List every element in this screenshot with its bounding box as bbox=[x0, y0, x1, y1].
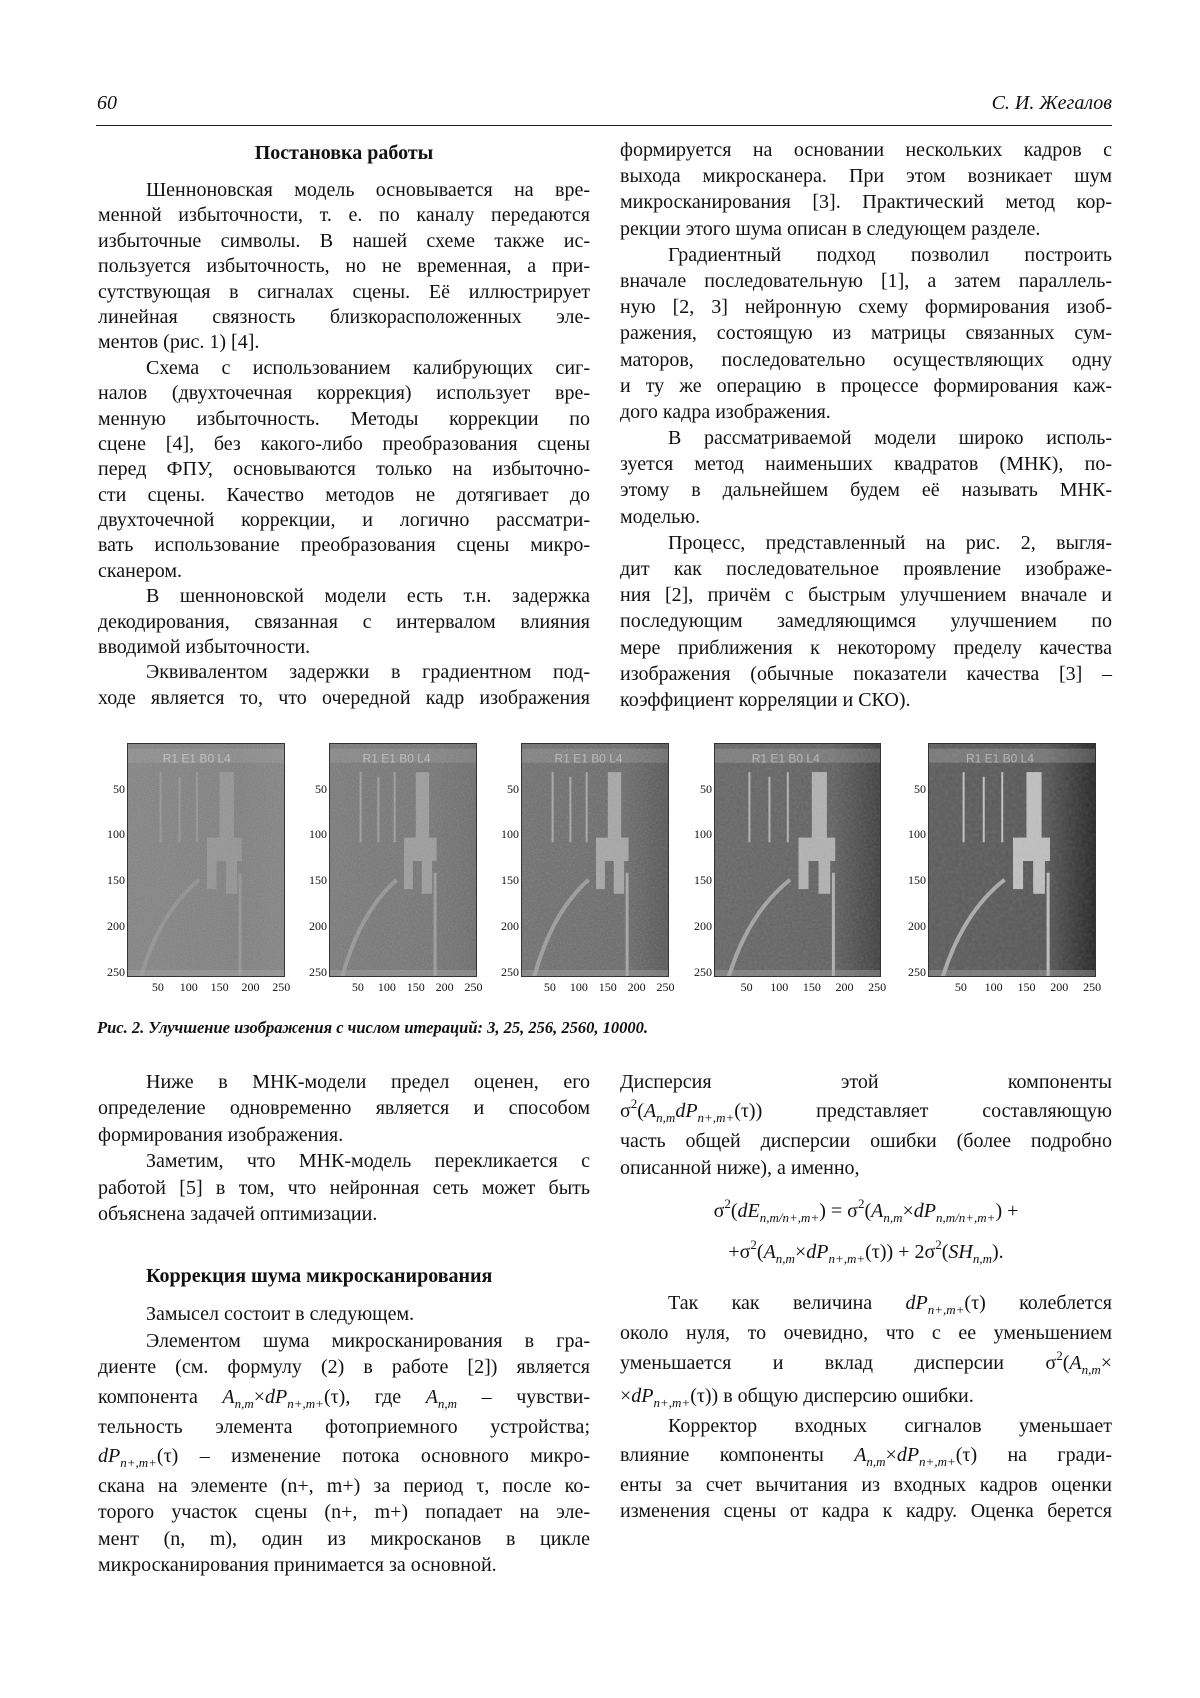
text-line: ния [2], причём с быстрым улучшением вначале и bbox=[620, 582, 1112, 608]
text-line: декодирования, связанная с интервалом влияния bbox=[98, 610, 590, 635]
text-line: сутствующая в сигналах сцены. Её иллюстрирует bbox=[98, 280, 590, 305]
running-head-author: С. И. Жегалов bbox=[992, 92, 1112, 115]
x-tick-label: 250 bbox=[652, 981, 680, 993]
y-tick-label: 50 bbox=[898, 783, 926, 795]
section-heading: Коррекция шума микросканирования bbox=[98, 1261, 590, 1301]
figure-caption: Рис. 2. Улучшение изображения с числом итераций: 3, 25, 256, 2560, 10000. bbox=[97, 1018, 648, 1038]
y-tick-label: 50 bbox=[299, 783, 327, 795]
text-line: пользуется избыточность, но не временная, а при- bbox=[98, 254, 590, 279]
formula: ×dPn+,m+(τ)) bbox=[620, 1385, 718, 1407]
formula: An,m×dPn+,m+(τ) bbox=[222, 1386, 345, 1408]
text-line: работой [5] в том, что нейронная сеть может быть bbox=[98, 1175, 590, 1201]
text-line: Замысел состоит в следующем. bbox=[98, 1301, 590, 1327]
text-line: Дисперсия этой компоненты bbox=[620, 1069, 1112, 1095]
x-tick-label: 250 bbox=[267, 981, 295, 993]
text-line: енты за счет вычитания из входных кадров оценки bbox=[620, 1472, 1112, 1498]
formula: +σ2(An,m×dPn+,m+(τ)) + 2σ2(SHn,m). bbox=[728, 1241, 1003, 1263]
header-rule bbox=[96, 125, 1112, 126]
x-tick-label: 200 bbox=[236, 981, 264, 993]
section-heading: Постановка работы bbox=[98, 138, 590, 178]
formula: An,m bbox=[426, 1386, 457, 1408]
paragraph bbox=[620, 530, 1112, 713]
y-tick-label: 150 bbox=[491, 874, 519, 886]
text-line: Градиентный подход позволил построить bbox=[620, 242, 1112, 268]
formula: An,m×dPn+,m+(τ) bbox=[854, 1444, 977, 1466]
text-line: менную избыточность. Методы коррекции по bbox=[98, 407, 590, 432]
text-line: вводимой избыточности. bbox=[98, 635, 590, 660]
image-panel-25 bbox=[329, 743, 477, 977]
text-line: выхода микросканера. При этом возникает шум bbox=[620, 163, 1112, 189]
top-left-column bbox=[98, 138, 590, 711]
text-line: моделью. bbox=[620, 504, 1112, 530]
paragraph bbox=[620, 1069, 1112, 1181]
x-tick-label: 100 bbox=[373, 981, 401, 993]
x-tick-label: 250 bbox=[1078, 981, 1106, 993]
x-tick-label: 150 bbox=[594, 981, 622, 993]
text-line: перед ФПУ, основываются только на избыточно- bbox=[98, 457, 590, 482]
text-line: определение одновременно является и способом bbox=[98, 1095, 590, 1121]
text-line: Ниже в МНК-модели предел оценен, его bbox=[98, 1069, 590, 1095]
text-line: последующим замедляющимся улучшением по bbox=[620, 608, 1112, 634]
paragraph bbox=[620, 1287, 1112, 1412]
text-line: ную [2, 3] нейронную схему формирования изоб- bbox=[620, 294, 1112, 320]
text-line: Так как величина dPn+,m+(τ) колеблется bbox=[620, 1287, 1112, 1320]
text-line: dPn+,m+(τ) – изменение потока основного микро- bbox=[98, 1440, 590, 1473]
equation bbox=[620, 1191, 1112, 1273]
x-tick-label: 100 bbox=[565, 981, 593, 993]
x-tick-label: 100 bbox=[980, 981, 1008, 993]
text-line: микросканирования принимается за основной. bbox=[98, 1552, 590, 1578]
top-right-column bbox=[620, 137, 1112, 713]
text-line: сканером. bbox=[98, 559, 590, 584]
text-line: В рассматриваемой модели широко исполь- bbox=[620, 425, 1112, 451]
text-line: Корректор входных сигналов уменьшает bbox=[620, 1413, 1112, 1439]
x-tick-label: 100 bbox=[765, 981, 793, 993]
formula: σ2(dEn,m/n+,m+) = σ2(An,m×dPn,m/n+,m+) + bbox=[714, 1200, 1019, 1222]
equation-line bbox=[620, 1191, 1112, 1232]
y-tick-label: 250 bbox=[97, 966, 125, 978]
text-line: изображения (обычные показатели качества [3] – bbox=[620, 661, 1112, 687]
text-line: ходе является то, что очередной кадр изображения bbox=[98, 686, 590, 711]
paragraph bbox=[98, 584, 590, 660]
text-line: влияние компоненты An,m×dPn+,m+(τ) на гради- bbox=[620, 1439, 1112, 1472]
x-tick-label: 50 bbox=[344, 981, 372, 993]
paragraph bbox=[98, 1069, 590, 1148]
y-tick-label: 150 bbox=[684, 874, 712, 886]
page-number: 60 bbox=[97, 92, 117, 115]
x-tick-label: 50 bbox=[947, 981, 975, 993]
bottom-left-column bbox=[98, 1069, 590, 1578]
y-tick-label: 200 bbox=[684, 920, 712, 932]
text-line: этому в дальнейшем будем её называть МНК- bbox=[620, 477, 1112, 503]
text-line: объяснена задачей оптимизации. bbox=[98, 1201, 590, 1227]
text-line: ×dPn+,m+(τ)) в общую дисперсию ошибки. bbox=[620, 1380, 1112, 1413]
image-panel-3 bbox=[127, 743, 285, 977]
text-line: торого участок сцены (n+, m+) попадает на эле- bbox=[98, 1499, 590, 1525]
svg-text:R1 E1 B0 L4: R1 E1 B0 L4 bbox=[555, 752, 623, 766]
paragraph bbox=[98, 1148, 590, 1227]
formula: σ2(An,mdPn+,m+(τ)) bbox=[620, 1100, 762, 1122]
x-tick-label: 50 bbox=[144, 981, 172, 993]
text-line: сти сцены. Качество методов не дотягивает до bbox=[98, 483, 590, 508]
text-line: около нуля, то очевидно, что с ее уменьшением bbox=[620, 1320, 1112, 1346]
paragraph bbox=[98, 660, 590, 711]
text-line: Схема с использованием калибрующих сиг- bbox=[98, 356, 590, 381]
text-line: линейная связность близкорасположенных эле- bbox=[98, 305, 590, 330]
paragraph bbox=[98, 1328, 590, 1579]
y-tick-label: 200 bbox=[97, 920, 125, 932]
text-line: компонента An,m×dPn+,m+(τ), где An,m – чувстви- bbox=[98, 1381, 590, 1414]
x-tick-label: 250 bbox=[863, 981, 891, 993]
y-tick-label: 150 bbox=[97, 874, 125, 886]
text-line: σ2(An,mdPn+,m+(τ)) представляет составляющую bbox=[620, 1095, 1112, 1128]
text-line: В шенноновской модели есть т.н. задержка bbox=[98, 584, 590, 609]
text-line: Элементом шума микросканирования в гра- bbox=[98, 1328, 590, 1354]
text-line: коэффициент корреляции и СКО). bbox=[620, 687, 1112, 713]
equation-line bbox=[620, 1232, 1112, 1273]
text-line: избыточные символы. В нашей схеме также ис- bbox=[98, 229, 590, 254]
text-line: сцене [4], без какого-либо преобразования сцены bbox=[98, 432, 590, 457]
text-line: скана на элементе (n+, m+) за период τ, после ко- bbox=[98, 1473, 590, 1499]
y-tick-label: 250 bbox=[299, 966, 327, 978]
text-line: дого кадра изображения. bbox=[620, 399, 1112, 425]
text-line: часть общей дисперсии ошибки (более подробно bbox=[620, 1128, 1112, 1154]
x-tick-label: 200 bbox=[830, 981, 858, 993]
paragraph bbox=[98, 178, 590, 356]
x-tick-label: 200 bbox=[1045, 981, 1073, 993]
text-line: дит как последовательное проявление изображе- bbox=[620, 556, 1112, 582]
x-tick-label: 50 bbox=[733, 981, 761, 993]
text-line: тельность элемента фотоприемного устройства; bbox=[98, 1414, 590, 1440]
text-line: вать использование преобразования сцены микро- bbox=[98, 533, 590, 558]
text-line: Процесс, представленный на рис. 2, выгля- bbox=[620, 530, 1112, 556]
text-line: ражения, состоящую из матрицы связанных сум- bbox=[620, 320, 1112, 346]
svg-text:R1 E1 B0 L4: R1 E1 B0 L4 bbox=[163, 752, 231, 766]
text-line: налов (двухточечная коррекция) использует вре- bbox=[98, 381, 590, 406]
image-panel-10000 bbox=[928, 743, 1096, 977]
y-tick-label: 150 bbox=[898, 874, 926, 886]
y-tick-label: 200 bbox=[491, 920, 519, 932]
formula: dPn+,m+(τ) bbox=[98, 1445, 178, 1467]
text-line: менной избыточности, т. е. по каналу передаются bbox=[98, 203, 590, 228]
text-line: формируется на основании нескольких кадров с bbox=[620, 137, 1112, 163]
text-line: Эквивалентом задержки в градиентном под- bbox=[98, 660, 590, 685]
text-line: рекции этого шума описан в следующем разделе. bbox=[620, 216, 1112, 242]
y-tick-label: 250 bbox=[491, 966, 519, 978]
x-tick-label: 150 bbox=[1012, 981, 1040, 993]
paragraph bbox=[98, 356, 590, 585]
text-line: микросканирования [3]. Практический метод кор- bbox=[620, 189, 1112, 215]
formula: σ2(An,m× bbox=[1045, 1352, 1112, 1374]
text-line: вначале последовательную [1], а затем параллель- bbox=[620, 268, 1112, 294]
x-tick-label: 200 bbox=[431, 981, 459, 993]
svg-text:R1 E1 B0 L4: R1 E1 B0 L4 bbox=[752, 752, 820, 766]
text-line: мент (n, m), один из микросканов в цикле bbox=[98, 1526, 590, 1552]
x-tick-label: 250 bbox=[460, 981, 488, 993]
y-tick-label: 100 bbox=[684, 828, 712, 840]
x-tick-label: 200 bbox=[623, 981, 651, 993]
image-panel-2560 bbox=[714, 743, 881, 977]
bottom-right-column bbox=[620, 1069, 1112, 1525]
y-tick-label: 200 bbox=[299, 920, 327, 932]
text-line: Шенноновская модель основывается на вре- bbox=[98, 178, 590, 203]
paragraph bbox=[620, 137, 1112, 242]
x-tick-label: 150 bbox=[206, 981, 234, 993]
text-line: изменения сцены от кадра к кадру. Оценка берется bbox=[620, 1498, 1112, 1524]
text-line: маторов, последовательно осуществляющих одну bbox=[620, 347, 1112, 373]
y-tick-label: 200 bbox=[898, 920, 926, 932]
text-line: уменьшается и вклад дисперсии σ2(An,m× bbox=[620, 1347, 1112, 1380]
image-panel-256 bbox=[521, 743, 669, 977]
paragraph bbox=[620, 425, 1112, 530]
text-line: двухточечной коррекции, и логично рассматри- bbox=[98, 508, 590, 533]
x-tick-label: 100 bbox=[175, 981, 203, 993]
formula: dPn+,m+(τ) bbox=[906, 1292, 986, 1314]
y-tick-label: 100 bbox=[898, 828, 926, 840]
y-tick-label: 50 bbox=[97, 783, 125, 795]
text-line: диенте (см. формулу (2) в работе [2]) является bbox=[98, 1354, 590, 1380]
svg-text:R1 E1 B0 L4: R1 E1 B0 L4 bbox=[363, 752, 431, 766]
y-tick-label: 250 bbox=[684, 966, 712, 978]
y-tick-label: 100 bbox=[97, 828, 125, 840]
y-tick-label: 250 bbox=[898, 966, 926, 978]
y-tick-label: 100 bbox=[491, 828, 519, 840]
text-line: зуется метод наименьших квадратов (МНК), по- bbox=[620, 451, 1112, 477]
y-tick-label: 50 bbox=[684, 783, 712, 795]
text-line: мере приближения к некоторому пределу качества bbox=[620, 635, 1112, 661]
text-line: формирования изображения. bbox=[98, 1122, 590, 1148]
text-line: и ту же операцию в процессе формирования каж- bbox=[620, 373, 1112, 399]
svg-text:R1 E1 B0 L4: R1 E1 B0 L4 bbox=[966, 752, 1034, 766]
paragraph bbox=[620, 1413, 1112, 1525]
y-tick-label: 150 bbox=[299, 874, 327, 886]
x-tick-label: 50 bbox=[536, 981, 564, 993]
paragraph bbox=[620, 242, 1112, 425]
text-line: Заметим, что МНК-модель перекликается с bbox=[98, 1148, 590, 1174]
paragraph bbox=[98, 1301, 590, 1327]
x-tick-label: 150 bbox=[798, 981, 826, 993]
x-tick-label: 150 bbox=[402, 981, 430, 993]
y-tick-label: 100 bbox=[299, 828, 327, 840]
text-line: описанной ниже), а именно, bbox=[620, 1155, 1112, 1181]
y-tick-label: 50 bbox=[491, 783, 519, 795]
text-line: ментов (рис. 1) [4]. bbox=[98, 330, 590, 355]
